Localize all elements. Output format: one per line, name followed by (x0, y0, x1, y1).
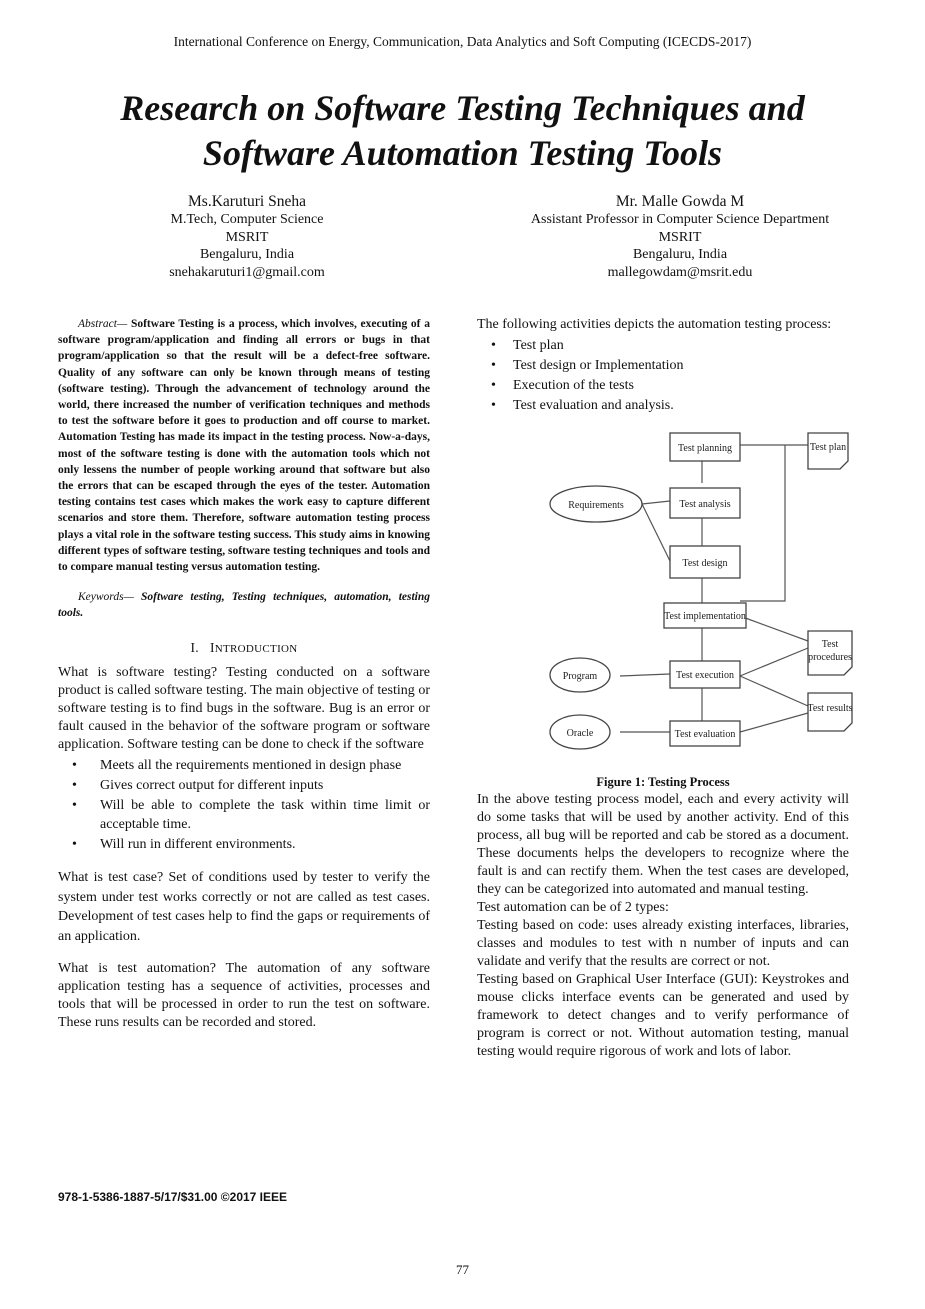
keywords-text: Software testing, Testing techniques, automation, testing tools. (58, 591, 430, 620)
figure-caption: Figure 1: Testing Process (596, 775, 730, 789)
results-connector (740, 713, 808, 732)
author-city: Bengaluru, India (199, 247, 295, 263)
procedures-connector (740, 616, 808, 641)
procedures-connector (740, 648, 808, 676)
author-block-2 (500, 192, 860, 281)
left-column (58, 316, 430, 1032)
author-name: Mr. Malle Gowda M (615, 193, 745, 210)
doc-label: Test results (807, 703, 853, 714)
author-email: snehakaruturi1@gmail.com (169, 264, 325, 280)
right-paragraph-2: In the above testing process model, each and every activity will do some tasks that will be used by another activity. End of this process, all bug will be reported and cab be stored as a document. These documents helps the developers to recognize where the fault is and can rectify them. When the test cases are developed, they can be categorized into automated and manual testing. (477, 792, 849, 897)
right-paragraph-3: Test automation can be of 2 types: (477, 900, 669, 915)
author-dept: Assistant Professor in Computer Science Department (530, 212, 830, 227)
right-paragraph-5: Testing based on Graphical User Interface (GUI): Keystrokes and mouse clicks interface events can be generated and used by framework to detect changes and to verify performance of program is correct or not. Without automation testing, manual testing would require rigorous of work and lots of labor. (477, 972, 849, 1059)
activity-bullet-list (477, 336, 849, 415)
isbn-footer: 978-1-5386-1887-5/17/$31.00 ©2017 IEEE (58, 1190, 288, 1204)
doc-label: Test procedures (808, 639, 852, 663)
list-item: • Meets all the requirements mentioned in design phase (72, 758, 402, 774)
intro-paragraph-3: What is test automation? The automation of any software application testing has a sequence of activities, processes and tools that will be processed in order to run the test on software. These runs results can be recorded and stored. (58, 961, 430, 1031)
author-city: Bengaluru, India (632, 247, 728, 263)
list-item: • Execution of the tests (491, 378, 634, 393)
keywords-label: Keywords— (78, 591, 134, 604)
intro-paragraph-1: What is software testing? Testing conducted on a software product is called software testing. The main objective of testing or software testing is to find bugs in the software. Bug is an error or fault caused in the behavior of the software program or software application. Software testing can be done to check if the software (58, 665, 430, 753)
abstract (58, 316, 430, 575)
keywords (58, 589, 430, 621)
requirements-connector (642, 501, 670, 504)
box-label: Test planning (677, 443, 733, 454)
intro-bullet-list (58, 756, 430, 854)
page-number: 77 (456, 1262, 469, 1277)
author-inst: MSRIT (658, 229, 702, 245)
title-line-1: Research on Software Testing Techniques and (120, 88, 805, 128)
intro-paragraph-2: What is test case? Set of conditions used by tester to verify the system under test works correctly or not are called as test cases. Development of test cases help to find the gaps or requirements of an application. (58, 870, 430, 944)
feedback-loop-connector (740, 445, 785, 601)
list-item: • Gives correct output for different inputs (72, 778, 324, 794)
section-heading-introduction (58, 639, 430, 658)
program-connector (620, 674, 670, 676)
doc-label: Test plan (809, 442, 847, 453)
abstract-label: Abstract— (78, 318, 128, 330)
oval-label: Oracle (566, 728, 594, 739)
list-item: • Test plan (491, 338, 564, 353)
right-column-top (477, 316, 849, 416)
abstract-text: Software Testing is a process, which involves, executing of a software program/application and finding all errors or bugs in that program/application so that the result will be a defect-free software. Quality of any software can only be known through means of testing (software testing). Through the advancement of technology around the world, there increased the number of verification techniques and methods to test the software before it goes to production and off course to market. Automation Testing has made its impact in the testing process. Now-a-days, most of the software testing is done with the automation tools which not only lessens the number of people working around that software but also the errors that can be escaped through the eyes of the tester. Automation testing contains test cases which makes the work easy to capture different scenarios and store them. Therefore, software automation testing process plays a vital role in the software testing success. This study aims in knowing different types of software testing, software testing techniques and tools and to compare manual testing versus automation testing. (58, 318, 431, 574)
section-number: I. (190, 640, 199, 656)
author-name: Ms.Karuturi Sneha (188, 193, 306, 210)
box-label: Test analysis (679, 499, 731, 510)
oval-label: Program (562, 671, 598, 682)
section-title-rest: NTRODUCTION (214, 643, 298, 656)
box-label: Test evaluation (674, 729, 736, 740)
box-label: Test execution (676, 670, 734, 681)
author-dept: M.Tech, Computer Science (170, 212, 324, 227)
author-inst: MSRIT (225, 229, 269, 245)
box-label: Test design (682, 558, 728, 569)
paper-title (40, 86, 885, 176)
testing-process-diagram (540, 423, 870, 768)
right-paragraph-4: Testing based on code: uses already existing interfaces, libraries, classes and modules to test with n number of inputs and can validate and verify that the results are correct or not. (477, 918, 849, 969)
list-item: • Test design or Implementation (491, 358, 684, 373)
oval-label: Requirements (568, 500, 624, 511)
list-item: • Test evaluation and analysis. (491, 398, 674, 413)
requirements-connector (642, 504, 670, 561)
title-line-2: Software Automation Testing Tools (202, 133, 723, 173)
right-paragraph-1: The following activities depicts the automation testing process: (477, 317, 832, 332)
list-item: • Will run in different environments. (72, 837, 296, 853)
conference-header: International Conference on Energy, Communication, Data Analytics and Soft Computing (ICECDS-2017) (173, 34, 752, 49)
results-connector (740, 676, 808, 706)
author-email: mallegowdam@msrit.edu (607, 264, 753, 280)
author-block-1 (67, 192, 427, 281)
box-label: Test implementation (664, 611, 746, 622)
section-title-first: I (209, 640, 215, 656)
right-column-bottom (477, 791, 849, 1061)
list-item: • Will be able to complete the task within time limit or acceptable time. (72, 798, 430, 833)
